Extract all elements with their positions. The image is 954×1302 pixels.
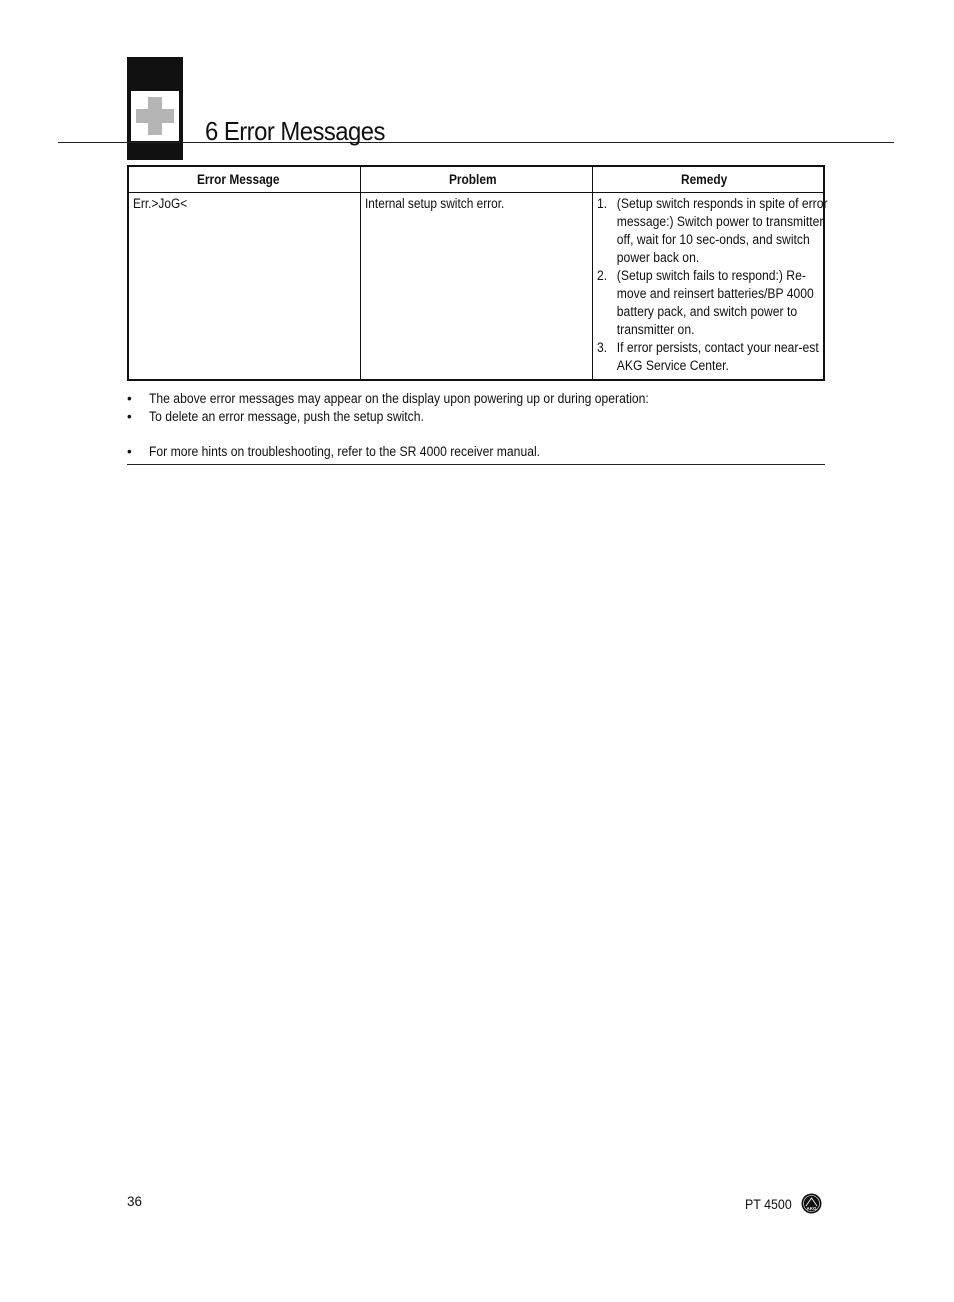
note-item: • To delete an error message, push the setup switch. bbox=[127, 409, 424, 424]
first-aid-cross-icon bbox=[131, 91, 179, 141]
remedy-step: 2. (Setup switch fails to respond:) Re-move and reinsert batteries/BP 4000 battery pack, and switch power to transmitter on. bbox=[596, 268, 814, 337]
table-header-row bbox=[128, 166, 824, 193]
problem-cell: Internal setup switch error. bbox=[360, 193, 592, 381]
column-header-problem: Problem bbox=[360, 166, 592, 193]
bullet-icon: • bbox=[127, 444, 132, 459]
remedy-step: 3. If error persists, contact your near-est AKG Service Center. bbox=[596, 340, 819, 373]
remedy-cell bbox=[592, 193, 827, 381]
error-message-cell: Err.>JoG< bbox=[128, 193, 360, 381]
remedy-list bbox=[596, 195, 827, 375]
column-header-remedy: Remedy bbox=[592, 166, 824, 193]
page-number: 36 bbox=[127, 1194, 143, 1209]
bullet-icon: • bbox=[127, 409, 132, 424]
note-item: • The above error messages may appear on the display upon powering up or during operation: bbox=[127, 391, 649, 406]
bullet-icon: • bbox=[127, 391, 132, 406]
footer-model-name: PT 4500 bbox=[745, 1197, 792, 1212]
section-rule bbox=[127, 464, 825, 465]
error-table bbox=[127, 165, 825, 381]
chapter-tab bbox=[127, 57, 183, 160]
header-rule bbox=[58, 142, 894, 143]
column-header-error-message: Error Message bbox=[128, 166, 360, 193]
remedy-step: 1. (Setup switch responds in spite of error message:) Switch power to transmitter off, wait for 10 sec-onds, and switch power back on. bbox=[596, 196, 827, 265]
akg-logo-icon bbox=[801, 1193, 822, 1214]
svg-text:AKG: AKG bbox=[806, 1206, 817, 1211]
notes-list bbox=[127, 390, 825, 461]
table-row bbox=[128, 193, 824, 381]
page-title: 6 Error Messages bbox=[205, 116, 385, 146]
note-item: • For more hints on troubleshooting, refer to the SR 4000 receiver manual. bbox=[127, 444, 541, 459]
